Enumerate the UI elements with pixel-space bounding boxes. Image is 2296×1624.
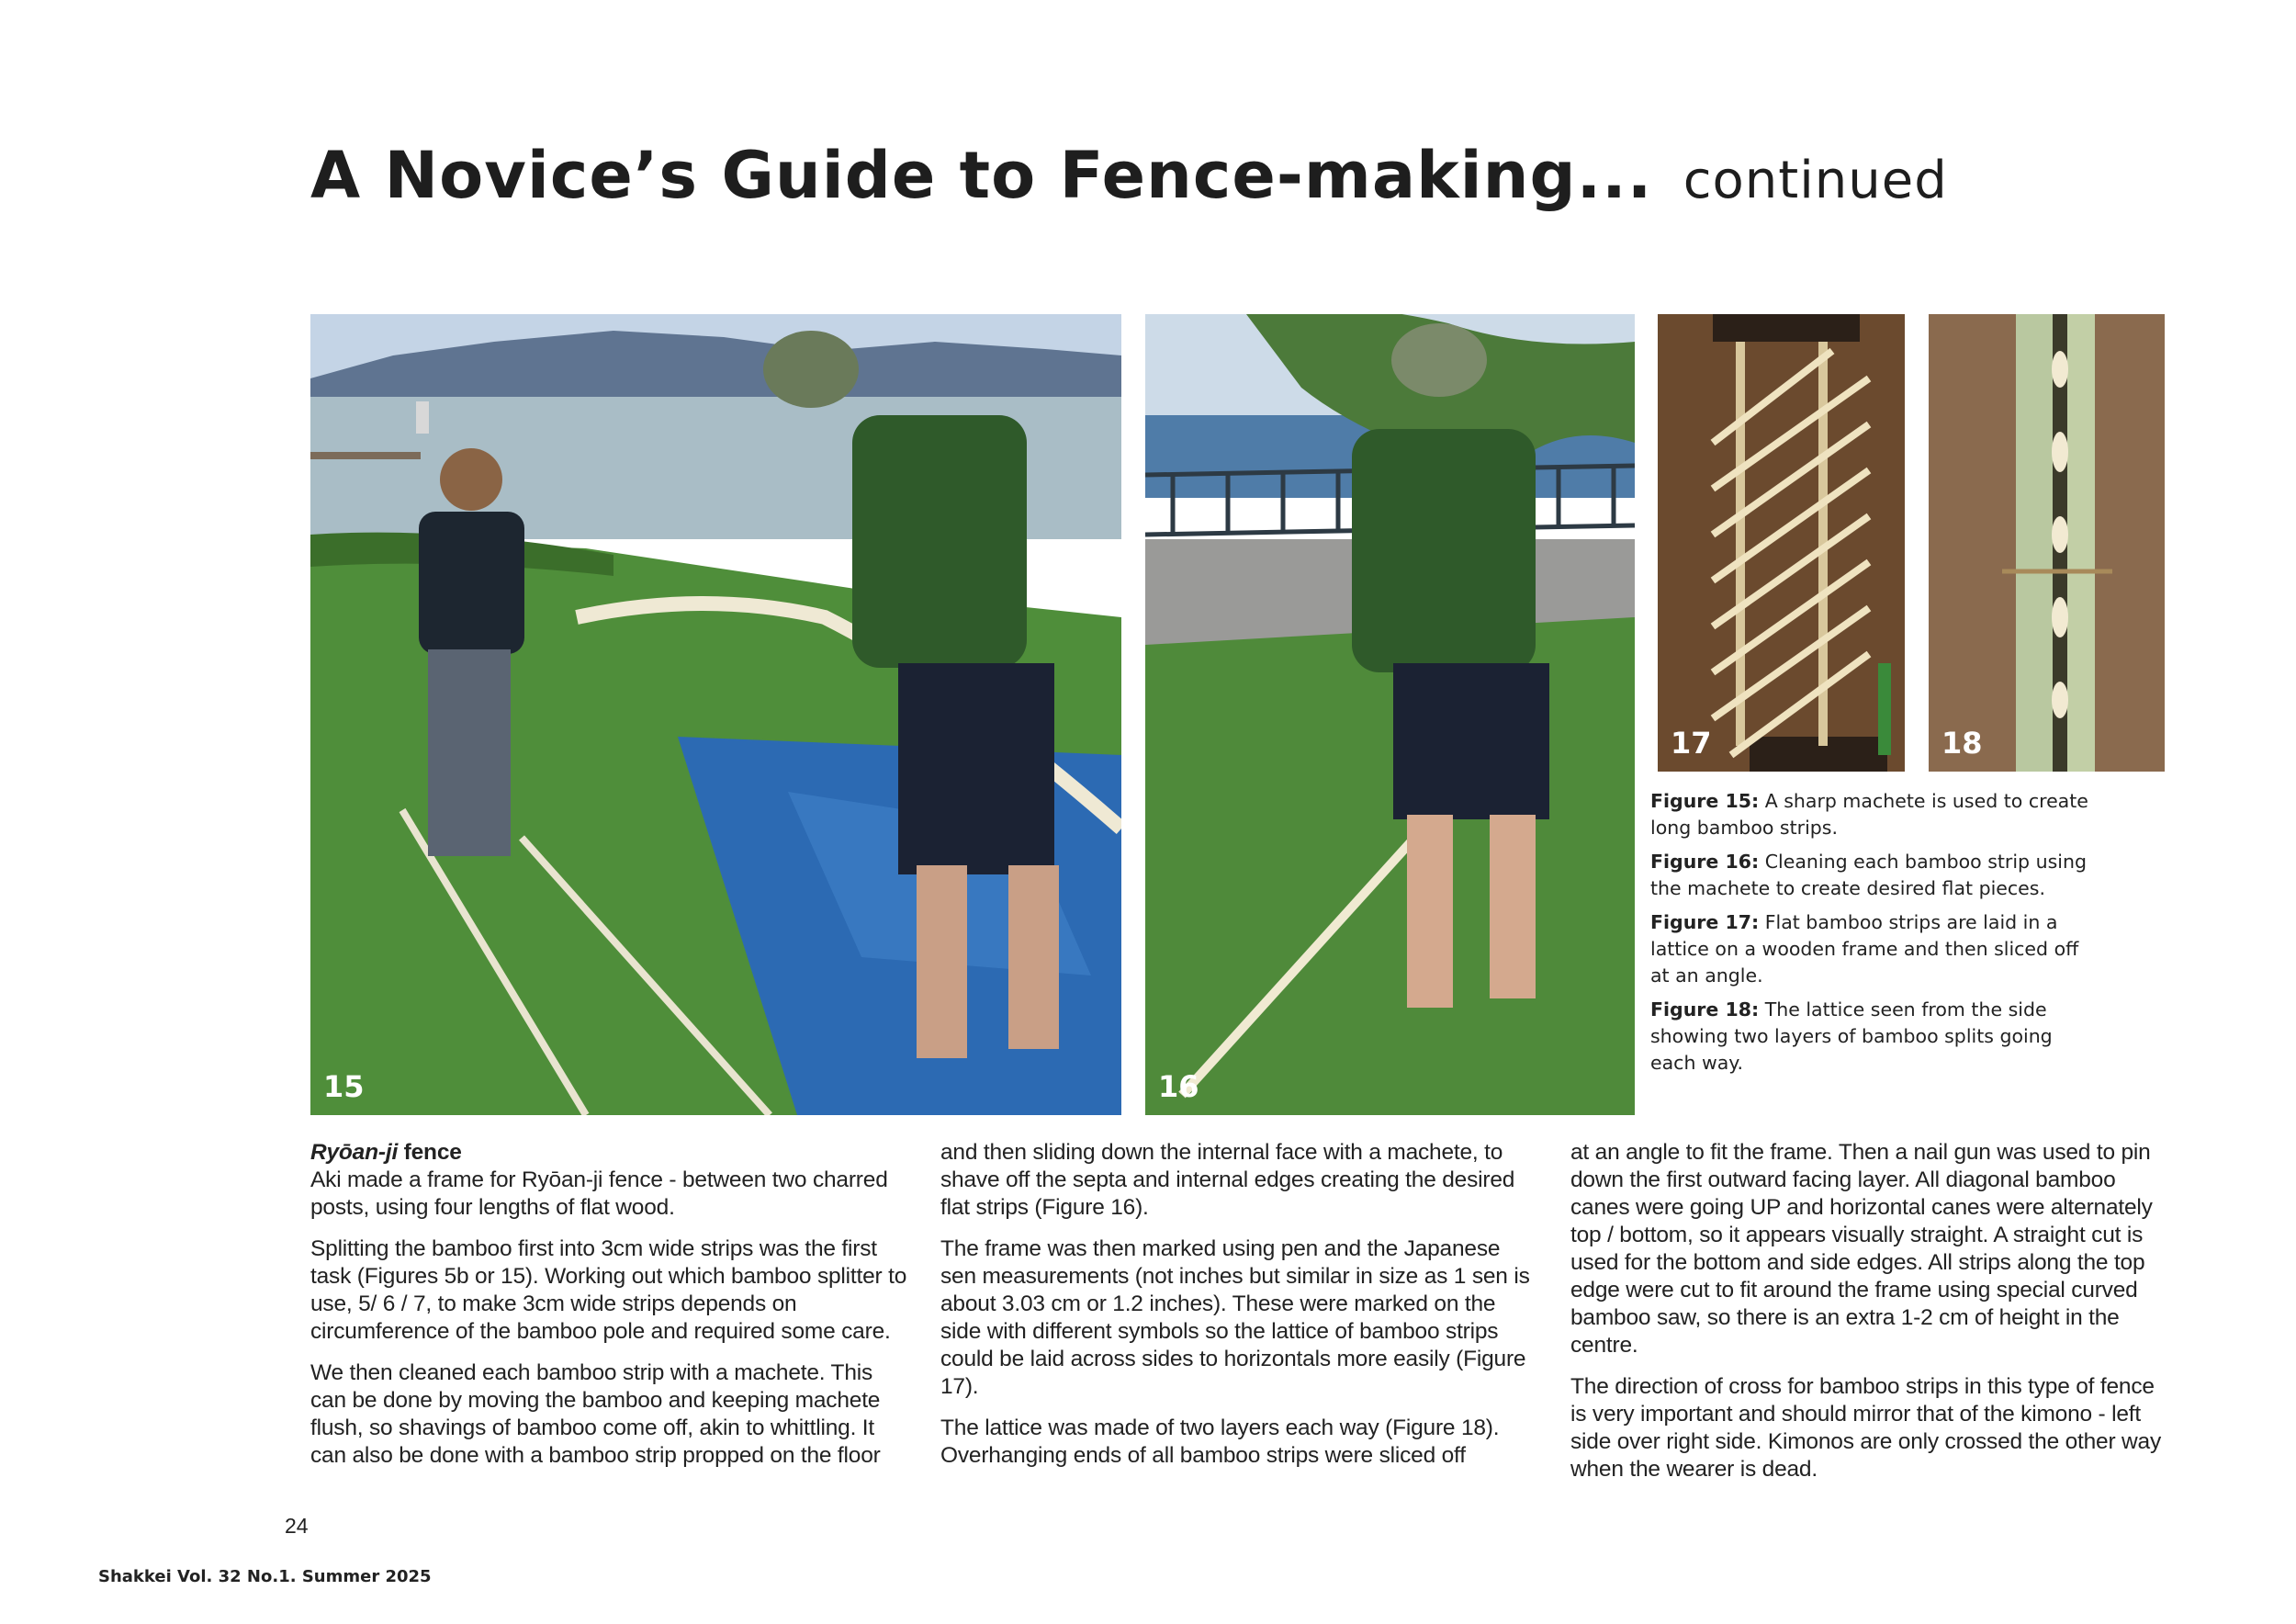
caption-text: Flat bamboo strips are laid in a lattice on a wooden frame and then sliced off at an angle. [1650,911,2079,987]
paragraph: The direction of cross for bamboo strips in this type of fence is very important and should mirror that of the kimono - left side over right side. Kimonos are only crossed the other way when the wearer is dead. [1570,1374,2162,1482]
caption-label: Figure 18: [1650,998,1760,1021]
caption-figure-15 [1650,788,2091,841]
figure-16-photo [1145,314,1635,1115]
caption-text: The lattice seen from the side showing two layers of bamboo splits going each way. [1650,998,2053,1074]
caption-figure-16 [1650,849,2091,902]
section-heading-rest: fence [398,1140,462,1165]
title-main: A Novice’s Guide to Fence-making... [310,138,1653,213]
figure-17-illustration [1658,314,1905,772]
caption-label: Figure 16: [1650,851,1760,873]
caption-label: Figure 17: [1650,911,1760,933]
figure-number: 17 [1671,726,1712,761]
figure-number: 18 [1941,726,1983,761]
paragraph: and then sliding down the internal face with a machete, to shave off the septa and internal edges creating the desired flat strips (Figure 16). [940,1140,1515,1220]
figure-15-illustration [310,314,1121,1115]
title-continued: continued [1683,151,1948,210]
figure-number: 16 [1158,1069,1199,1104]
page-title [310,138,1948,213]
caption-figure-17 [1650,909,2091,989]
figure-18-photo [1929,314,2165,772]
figure-18-illustration [1929,314,2165,772]
caption-text: Cleaning each bamboo strip using the machete to create desired flat pieces. [1650,851,2087,899]
figure-16-illustration [1145,314,1635,1115]
section-heading [310,1139,907,1167]
paragraph: Splitting the bamboo first into 3cm wide strips was the first task (Figures 5b or 15). Working out which bamboo splitter to use, 5/ 6 / 7, to make 3cm wide strips depends on circumference of the bamboo pole and required some care. [310,1236,907,1344]
caption-figure-18 [1650,997,2091,1077]
paragraph: Aki made a frame for Ryōan-ji fence - between two charred posts, using four lengths of flat wood. [310,1167,888,1220]
figure-number: 15 [323,1069,365,1104]
publication-footer: Shakkei Vol. 32 No.1. Summer 2025 [98,1567,432,1586]
article-column-1 [310,1139,907,1483]
article-column-3 [1570,1139,2167,1497]
figure-captions [1650,788,2091,1084]
paragraph: The frame was then marked using pen and the Japanese sen measurements (not inches but similar in size as 1 sen is about 3.03 cm or 1.2 inches). These were marked on the side with different symbols so the lattice of bamboo strips could be laid across sides to horizontals more easily (Figure 17). [940,1236,1530,1399]
caption-label: Figure 15: [1650,790,1760,812]
paragraph: The lattice was made of two layers each way (Figure 18). Overhanging ends of all bamboo strips were sliced off [940,1415,1500,1468]
section-heading-italic: Ryōan-ji [310,1140,399,1165]
page-number: 24 [285,1514,309,1538]
paragraph: at an angle to fit the frame. Then a nail gun was used to pin down the first outward facing layer. All diagonal bamboo canes were going UP and horizontal canes were alternately top / bottom, so it appears visually straight. A straight cut is used for the bottom and side edges. All strips along the top edge were cut to fit around the frame using special curved bamboo saw, so there is an extra 1-2 cm of height in the centre. [1570,1140,2153,1358]
figure-15-photo [310,314,1121,1115]
caption-text: A sharp machete is used to create long bamboo strips. [1650,790,2088,839]
paragraph: We then cleaned each bamboo strip with a machete. This can be done by moving the bamboo and keeping machete flush, so shavings of bamboo come off, akin to whittling. It can also be done with a bamboo strip propped on the floor [310,1360,881,1468]
article-column-2 [940,1139,1537,1483]
figure-17-photo [1658,314,1905,772]
